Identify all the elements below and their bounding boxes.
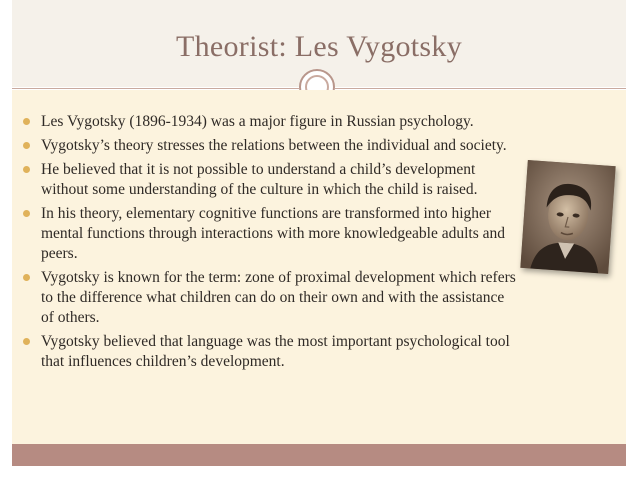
bullet-list <box>19 112 519 376</box>
slide <box>12 0 626 479</box>
portrait-photo <box>520 160 615 274</box>
bullet-item <box>19 136 519 156</box>
slide-title: Theorist: Les Vygotsky <box>175 30 463 63</box>
bullet-text: Vygotsky’s theory stresses the relations between the individual and society. <box>41 137 507 154</box>
bullet-icon <box>23 142 30 149</box>
bullet-icon <box>23 338 30 345</box>
title-divider-left <box>12 88 299 89</box>
bullet-icon <box>23 118 30 125</box>
bullet-icon <box>23 166 30 173</box>
bullet-text: Vygotsky is known for the term: zone of proximal development which refers to the difference what children can do on their own and with the assistance of others. <box>41 269 516 326</box>
portrait-image <box>520 160 615 274</box>
bullet-item <box>19 204 519 264</box>
footer-band <box>12 444 626 466</box>
bullet-item <box>19 112 519 132</box>
bullet-item <box>19 160 519 200</box>
bullet-icon <box>23 274 30 281</box>
bullet-text: Vygotsky believed that language was the most important psychological tool that influences children’s development. <box>41 333 510 370</box>
bullet-text: In his theory, elementary cognitive functions are transformed into higher mental functions through interactions with more knowledgeable adults and peers. <box>41 205 506 262</box>
bullet-item <box>19 268 519 328</box>
bullet-item <box>19 332 519 372</box>
bullet-text: Les Vygotsky (1896-1934) was a major figure in Russian psychology. <box>41 113 474 130</box>
content-area <box>12 90 626 444</box>
bullet-text: He believed that it is not possible to understand a child’s development without some understanding of the culture in which the child is raised. <box>41 161 478 198</box>
bullet-icon <box>23 210 30 217</box>
title-divider-right <box>335 88 626 89</box>
